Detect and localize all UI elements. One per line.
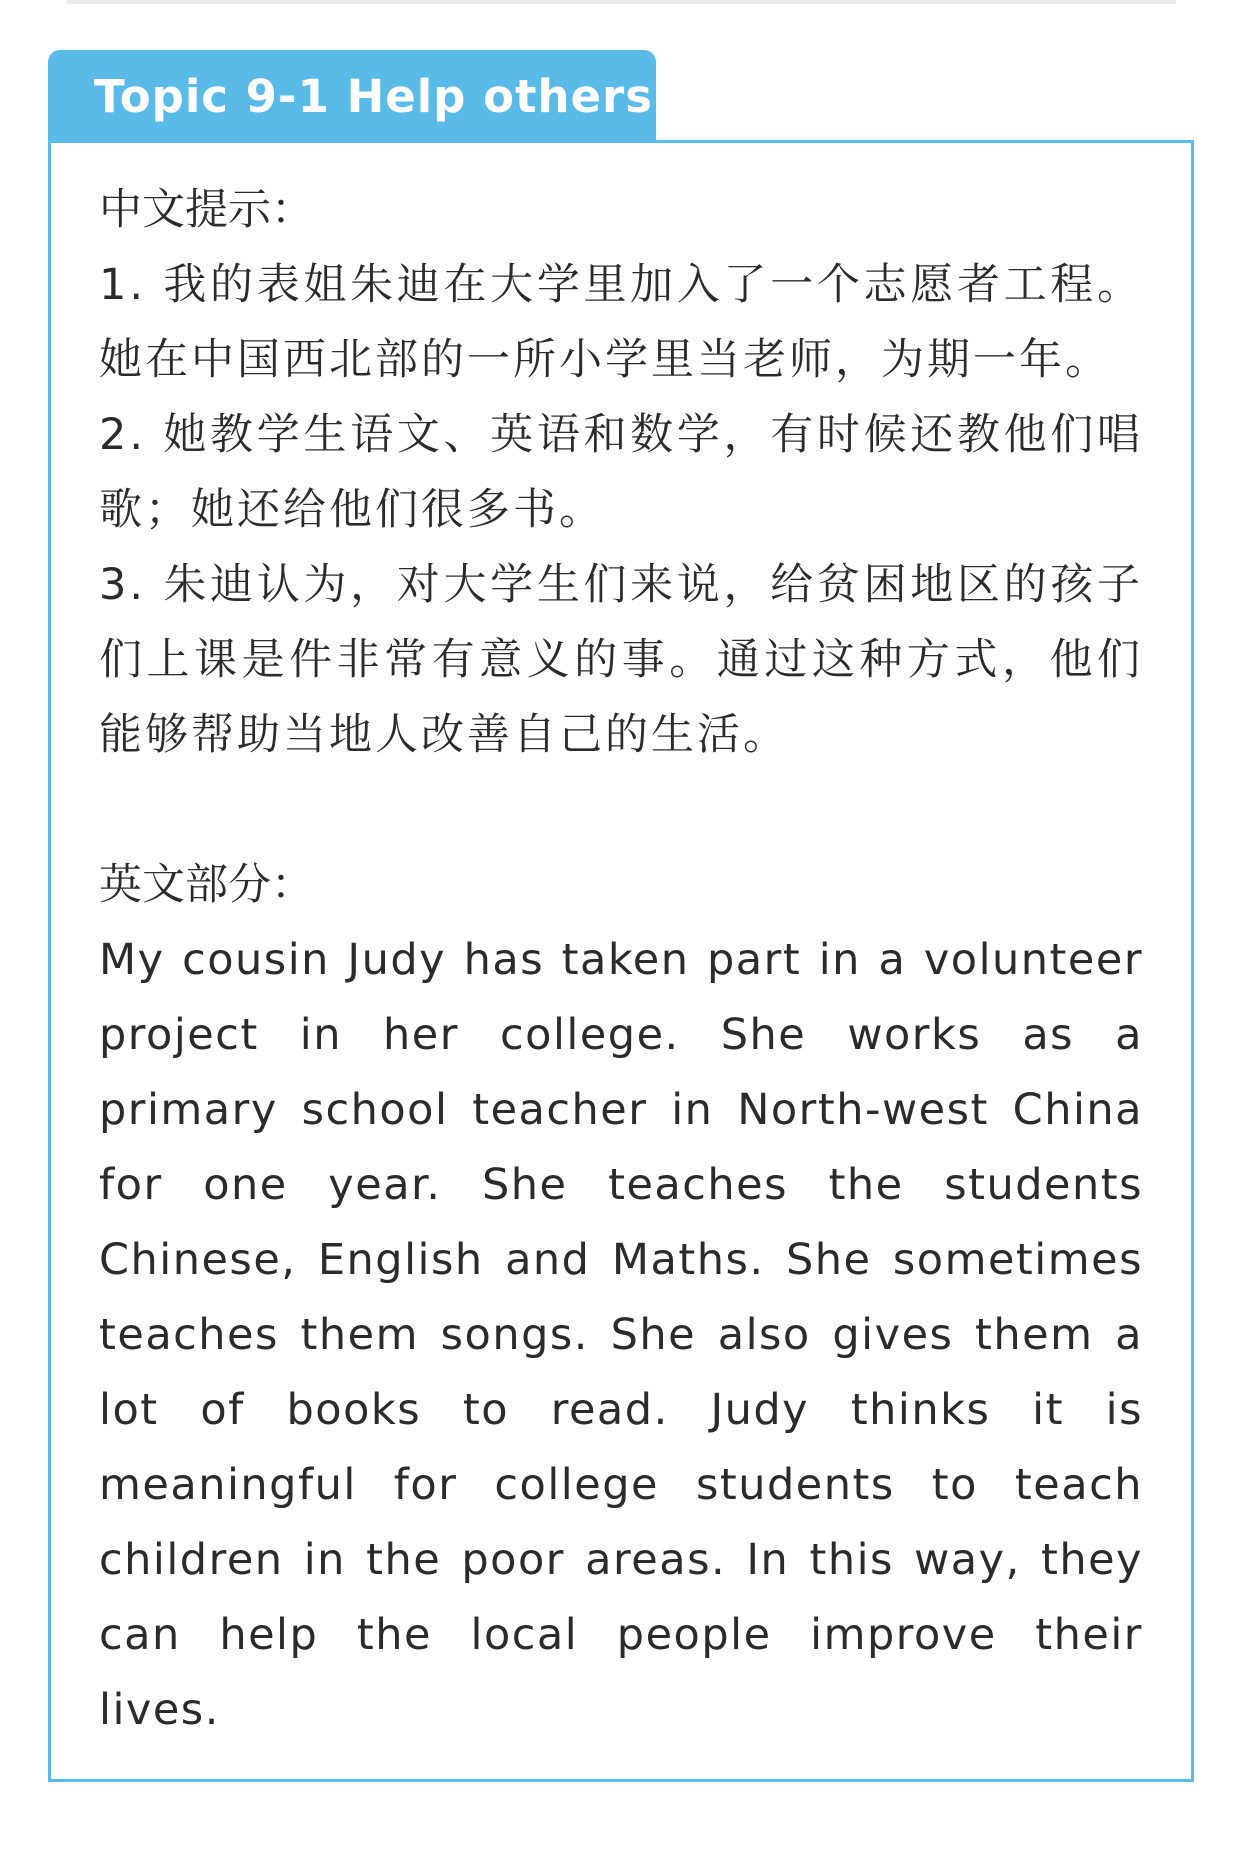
chinese-hint-item-2: 2. 她教学生语文、英语和数学，有时候还教他们唱歌；她还给他们很多书。 — [99, 410, 1143, 535]
english-section-label: 英文部分： — [99, 860, 314, 910]
english-passage: My cousin Judy has taken part in a volunteer project in her college. She works as a primary school teacher in North-west China for one year. She teaches the students Chinese, English and Maths. She sometimes teaches them songs. She also gives them a lot of books to read. Judy thinks it is meaningful for college students to teach children in the poor areas. In this way, they can help the local people improve their lives. — [99, 935, 1143, 1735]
section-spacer — [99, 773, 1143, 848]
topic-title: Topic 9-1 Help others — [94, 70, 654, 123]
chinese-section-label: 中文提示： — [99, 185, 314, 235]
topic-header-tab — [48, 50, 656, 143]
content-box — [48, 140, 1194, 1782]
content-body — [99, 173, 1143, 1748]
top-divider — [66, 0, 1176, 4]
chinese-hint-item-1: 1. 我的表姐朱迪在大学里加入了一个志愿者工程。她在中国西北部的一所小学里当老师，为期一年。 — [99, 260, 1143, 385]
chinese-hint-item-3: 3. 朱迪认为，对大学生们来说，给贫困地区的孩子们上课是件非常有意义的事。通过这种方式，他们能够帮助当地人改善自己的生活。 — [99, 560, 1143, 760]
